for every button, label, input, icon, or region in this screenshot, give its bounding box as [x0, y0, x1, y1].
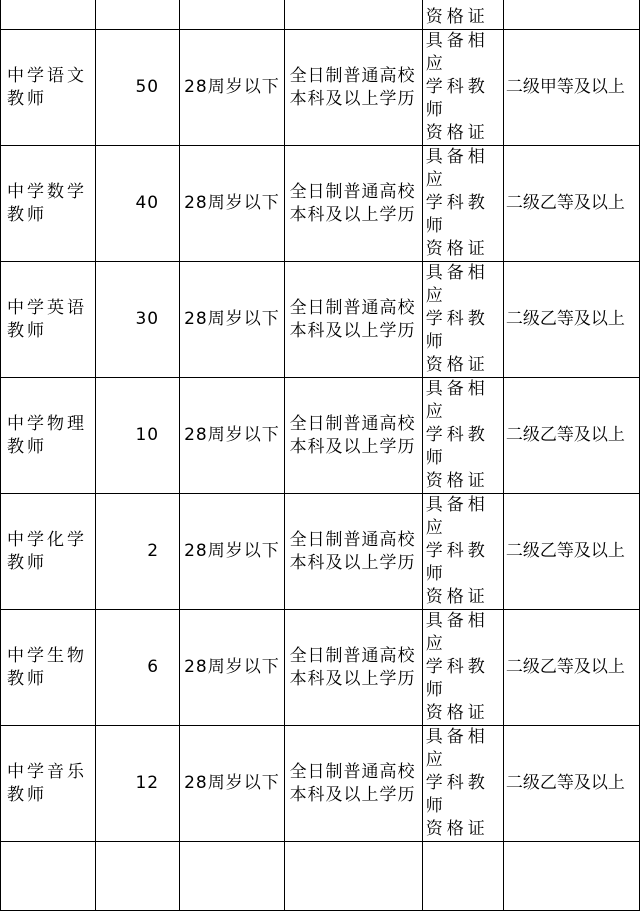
table-row	[1, 262, 640, 378]
education-line: 全日制普通高校	[289, 413, 416, 434]
subject-cell: 中学生物教师	[1, 610, 96, 726]
certificate-line: 具备相应	[425, 379, 489, 422]
certificate-line: 资格证	[425, 703, 489, 723]
education-cell	[284, 726, 422, 842]
education-line: 本科及以上学历	[289, 320, 416, 341]
mandarin-cell: 二级乙等及以上	[503, 610, 639, 726]
age-cell: 28周岁以下	[180, 262, 284, 378]
certificate-cell	[422, 146, 503, 262]
age-cell: 28周岁以下	[180, 726, 284, 842]
count-cell	[95, 0, 179, 30]
education-line: 本科及以上学历	[289, 88, 416, 109]
table-row	[1, 610, 640, 726]
education-line: 本科及以上学历	[289, 668, 416, 689]
certificate-line: 资格证	[425, 123, 489, 143]
education-cell	[284, 610, 422, 726]
certificate-cell	[422, 494, 503, 610]
subject-cell: 中学音乐教师	[1, 726, 96, 842]
education-line: 全日制普通高校	[289, 297, 416, 318]
table-row	[1, 494, 640, 610]
certificate-line: 资格证	[425, 7, 489, 27]
certificate-line: 学科教师	[425, 193, 489, 236]
education-line: 全日制普通高校	[289, 529, 416, 550]
education-line: 本科及以上学历	[289, 552, 416, 573]
age-cell	[180, 842, 284, 911]
table-row	[1, 378, 640, 494]
subject-cell: 中学英语教师	[1, 262, 96, 378]
age-cell	[180, 0, 284, 30]
mandarin-cell: 二级乙等及以上	[503, 262, 639, 378]
certificate-line: 具备相应	[425, 495, 489, 538]
table-row	[1, 30, 640, 146]
education-cell	[284, 494, 422, 610]
mandarin-cell: 二级乙等及以上	[503, 494, 639, 610]
table-row	[1, 726, 640, 842]
subject-cell	[1, 0, 96, 30]
certificate-cell	[422, 726, 503, 842]
education-cell	[284, 378, 422, 494]
education-line: 全日制普通高校	[289, 761, 416, 782]
mandarin-cell	[503, 0, 639, 30]
subject-cell: 中学物理教师	[1, 378, 96, 494]
certificate-cell	[422, 610, 503, 726]
count-cell: 30	[95, 262, 179, 378]
education-cell	[284, 262, 422, 378]
mandarin-cell: 二级乙等及以上	[503, 378, 639, 494]
certificate-cell	[422, 30, 503, 146]
count-cell: 40	[95, 146, 179, 262]
age-cell: 28周岁以下	[180, 146, 284, 262]
count-cell: 2	[95, 494, 179, 610]
certificate-line: 学科教师	[425, 657, 489, 700]
certificate-cell	[422, 842, 503, 911]
certificate-line: 具备相应	[425, 727, 489, 770]
certificate-line: 资格证	[425, 239, 489, 259]
education-cell	[284, 30, 422, 146]
certificate-line: 具备相应	[425, 147, 489, 190]
certificate-line: 资格证	[425, 355, 489, 375]
education-line: 本科及以上学历	[289, 436, 416, 457]
certificate-line: 具备相应	[425, 263, 489, 306]
education-line: 本科及以上学历	[289, 784, 416, 805]
subject-cell: 中学数学教师	[1, 146, 96, 262]
certificate-line: 学科教师	[425, 541, 489, 584]
education-line: 全日制普通高校	[289, 65, 416, 86]
certificate-line: 学科教师	[425, 773, 489, 816]
certificate-cell	[422, 262, 503, 378]
certificate-line: 学科教师	[425, 309, 489, 352]
certificate-line: 学科教师	[425, 77, 489, 120]
table-row-previous-partial	[1, 0, 640, 30]
subject-cell: 中学语文教师	[1, 30, 96, 146]
education-cell	[284, 0, 422, 30]
table-row-next-partial	[1, 842, 640, 911]
certificate-line: 资格证	[425, 471, 489, 491]
certificate-line: 具备相应	[425, 611, 489, 654]
certificate-line: 资格证	[425, 819, 489, 839]
age-cell: 28周岁以下	[180, 378, 284, 494]
certificate-line: 资格证	[425, 587, 489, 607]
age-cell: 28周岁以下	[180, 610, 284, 726]
mandarin-cell	[503, 842, 639, 911]
age-cell: 28周岁以下	[180, 494, 284, 610]
certificate-line: 具备相应	[425, 31, 489, 74]
count-cell: 10	[95, 378, 179, 494]
certificate-cell	[422, 0, 503, 30]
count-cell: 12	[95, 726, 179, 842]
count-cell: 50	[95, 30, 179, 146]
age-cell: 28周岁以下	[180, 30, 284, 146]
certificate-cell	[422, 378, 503, 494]
mandarin-cell: 二级甲等及以上	[503, 30, 639, 146]
education-line: 全日制普通高校	[289, 181, 416, 202]
certificate-line: 学科教师	[425, 425, 489, 468]
subject-cell: 中学化学教师	[1, 494, 96, 610]
mandarin-cell: 二级乙等及以上	[503, 726, 639, 842]
count-cell	[95, 842, 179, 911]
mandarin-cell: 二级乙等及以上	[503, 146, 639, 262]
education-line: 本科及以上学历	[289, 204, 416, 225]
education-cell	[284, 146, 422, 262]
count-cell: 6	[95, 610, 179, 726]
education-cell	[284, 842, 422, 911]
subject-cell	[1, 842, 96, 911]
education-line: 全日制普通高校	[289, 645, 416, 666]
table-row	[1, 146, 640, 262]
